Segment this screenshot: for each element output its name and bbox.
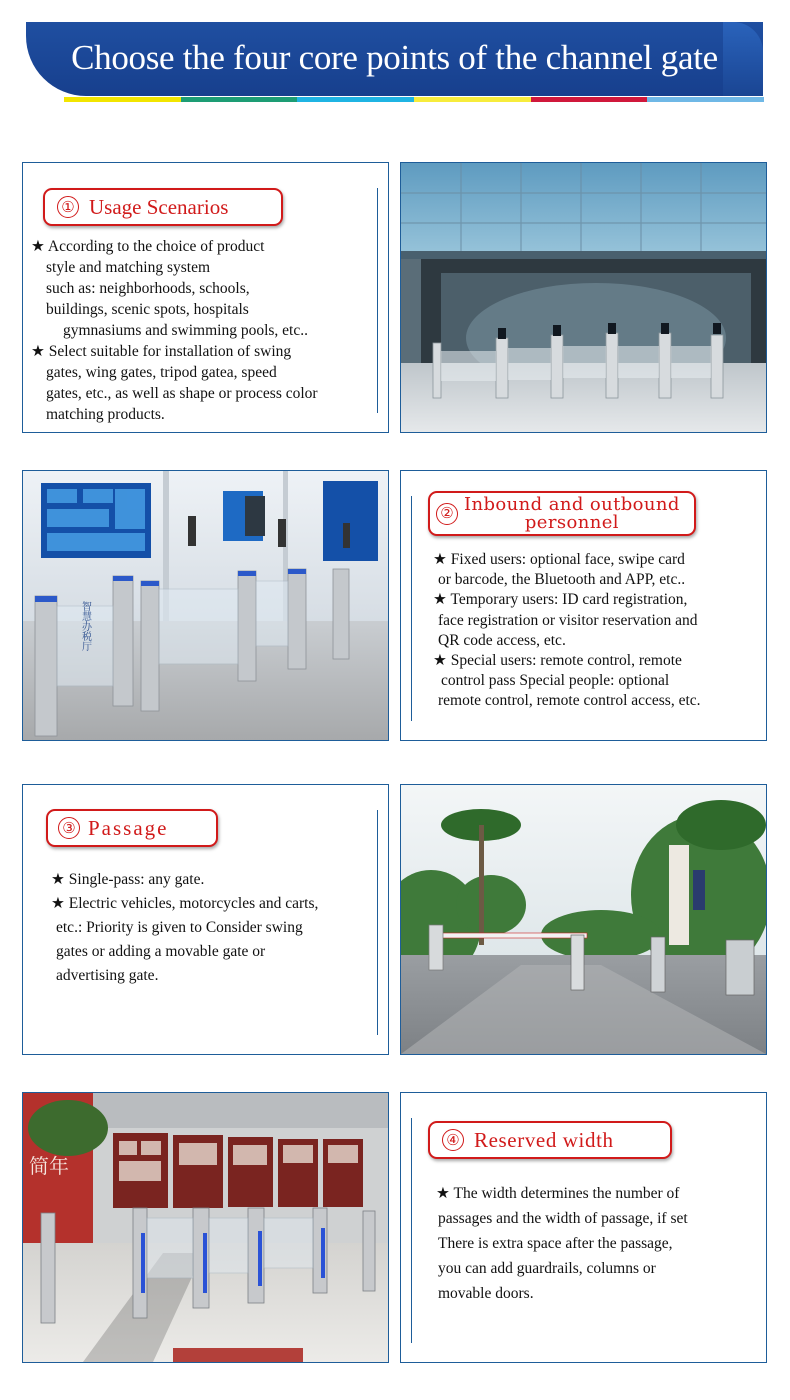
- text-line: ★ The width determines the number of: [436, 1185, 680, 1202]
- photo-building-entrance: [400, 162, 767, 433]
- photo-lobby-gates: [22, 1092, 389, 1363]
- section-heading: Reserved width: [474, 1127, 614, 1152]
- text-line: gates or adding a movable gate or: [56, 943, 266, 960]
- photo-outdoor-gate: [400, 784, 767, 1055]
- text-line: ★ Single-pass: any gate.: [51, 871, 205, 888]
- page-title: Choose the four core points of the channel gate: [71, 38, 718, 77]
- section-passage: [22, 784, 389, 1055]
- stripe-lightblue: [647, 97, 764, 102]
- text-line: ★ Temporary users: ID card registration,: [433, 591, 688, 609]
- stripe-yellow: [64, 97, 181, 102]
- panel-divider: [411, 1118, 412, 1343]
- text-line: gates, etc., as well as shape or process color: [46, 385, 318, 402]
- text-line: you can add guardrails, columns or: [438, 1260, 656, 1277]
- text-line: gymnasiums and swimming pools, etc..: [63, 322, 308, 339]
- text-line: ★ Fixed users: optional face, swipe card: [433, 551, 685, 568]
- section-heading: [464, 493, 680, 533]
- hall-sign-text: 智慧办税厅: [79, 601, 91, 651]
- inbound-outbound-heading: [428, 491, 696, 536]
- passage-text: [51, 868, 376, 988]
- text-line: buildings, scenic spots, hospitals: [46, 301, 249, 318]
- heading-line-1: Inbound and outbound: [464, 493, 680, 515]
- text-line: ★ Select suitable for installation of swing: [31, 343, 292, 360]
- stripe-lightyellow: [414, 97, 531, 102]
- section-number: ②: [436, 503, 458, 525]
- stripe-cyan: [297, 97, 414, 102]
- text-line: There is extra space after the passage,: [438, 1235, 673, 1252]
- text-line: movable doors.: [438, 1285, 534, 1302]
- usage-scenarios-text: [31, 236, 371, 425]
- section-reserved-width: [400, 1092, 767, 1363]
- text-line: face registration or visitor reservation and: [438, 611, 698, 629]
- heading-line-2: personnel: [524, 511, 619, 533]
- stripe-green: [181, 97, 298, 102]
- reserved-width-heading: [428, 1121, 672, 1159]
- text-line: gates, wing gates, tripod gatea, speed: [46, 364, 277, 381]
- text-line: control pass Special people: optional: [441, 672, 670, 690]
- color-stripes: [64, 97, 764, 102]
- text-line: remote control, remote control access, etc.: [438, 692, 701, 710]
- reserved-width-text: [436, 1181, 761, 1306]
- passage-heading: [46, 809, 218, 847]
- lobby-sign-text: 简年: [29, 1154, 69, 1178]
- text-line: style and matching system: [46, 259, 211, 276]
- text-line: advertising gate.: [56, 967, 159, 984]
- stripe-red: [531, 97, 648, 102]
- building-entrance-image: [401, 163, 766, 432]
- text-line: etc.: Priority is given to Consider swing: [56, 919, 303, 936]
- text-line: such as: neighborhoods, schools,: [46, 280, 250, 297]
- text-line: matching products.: [46, 406, 165, 423]
- inbound-outbound-text: [433, 550, 763, 712]
- section-usage-scenarios: [22, 162, 389, 433]
- section-number: ①: [57, 196, 79, 218]
- text-line: ★ Electric vehicles, motorcycles and carts,: [51, 895, 319, 912]
- text-line: ★ According to the choice of product: [31, 238, 265, 255]
- outdoor-gate-image: [401, 785, 766, 1054]
- usage-scenarios-heading: [43, 188, 283, 226]
- section-heading: Usage Scenarios: [89, 194, 229, 219]
- panel-divider: [377, 188, 378, 413]
- text-line: QR code access, etc.: [438, 631, 566, 649]
- text-line: or barcode, the Bluetooth and APP, etc..: [438, 571, 686, 589]
- panel-divider: [411, 496, 412, 721]
- lobby-gates-image: [23, 1093, 388, 1362]
- section-inbound-outbound: [400, 470, 767, 741]
- section-number: ④: [442, 1129, 464, 1151]
- panel-divider: [377, 810, 378, 1035]
- tax-hall-image: [23, 471, 388, 740]
- text-line: ★ Special users: remote control, remote: [433, 652, 682, 670]
- section-number: ③: [58, 817, 80, 839]
- photo-tax-hall: [22, 470, 389, 741]
- text-line: passages and the width of passage, if set: [438, 1210, 688, 1227]
- section-heading: Passage: [88, 815, 169, 840]
- header-banner: [26, 22, 763, 100]
